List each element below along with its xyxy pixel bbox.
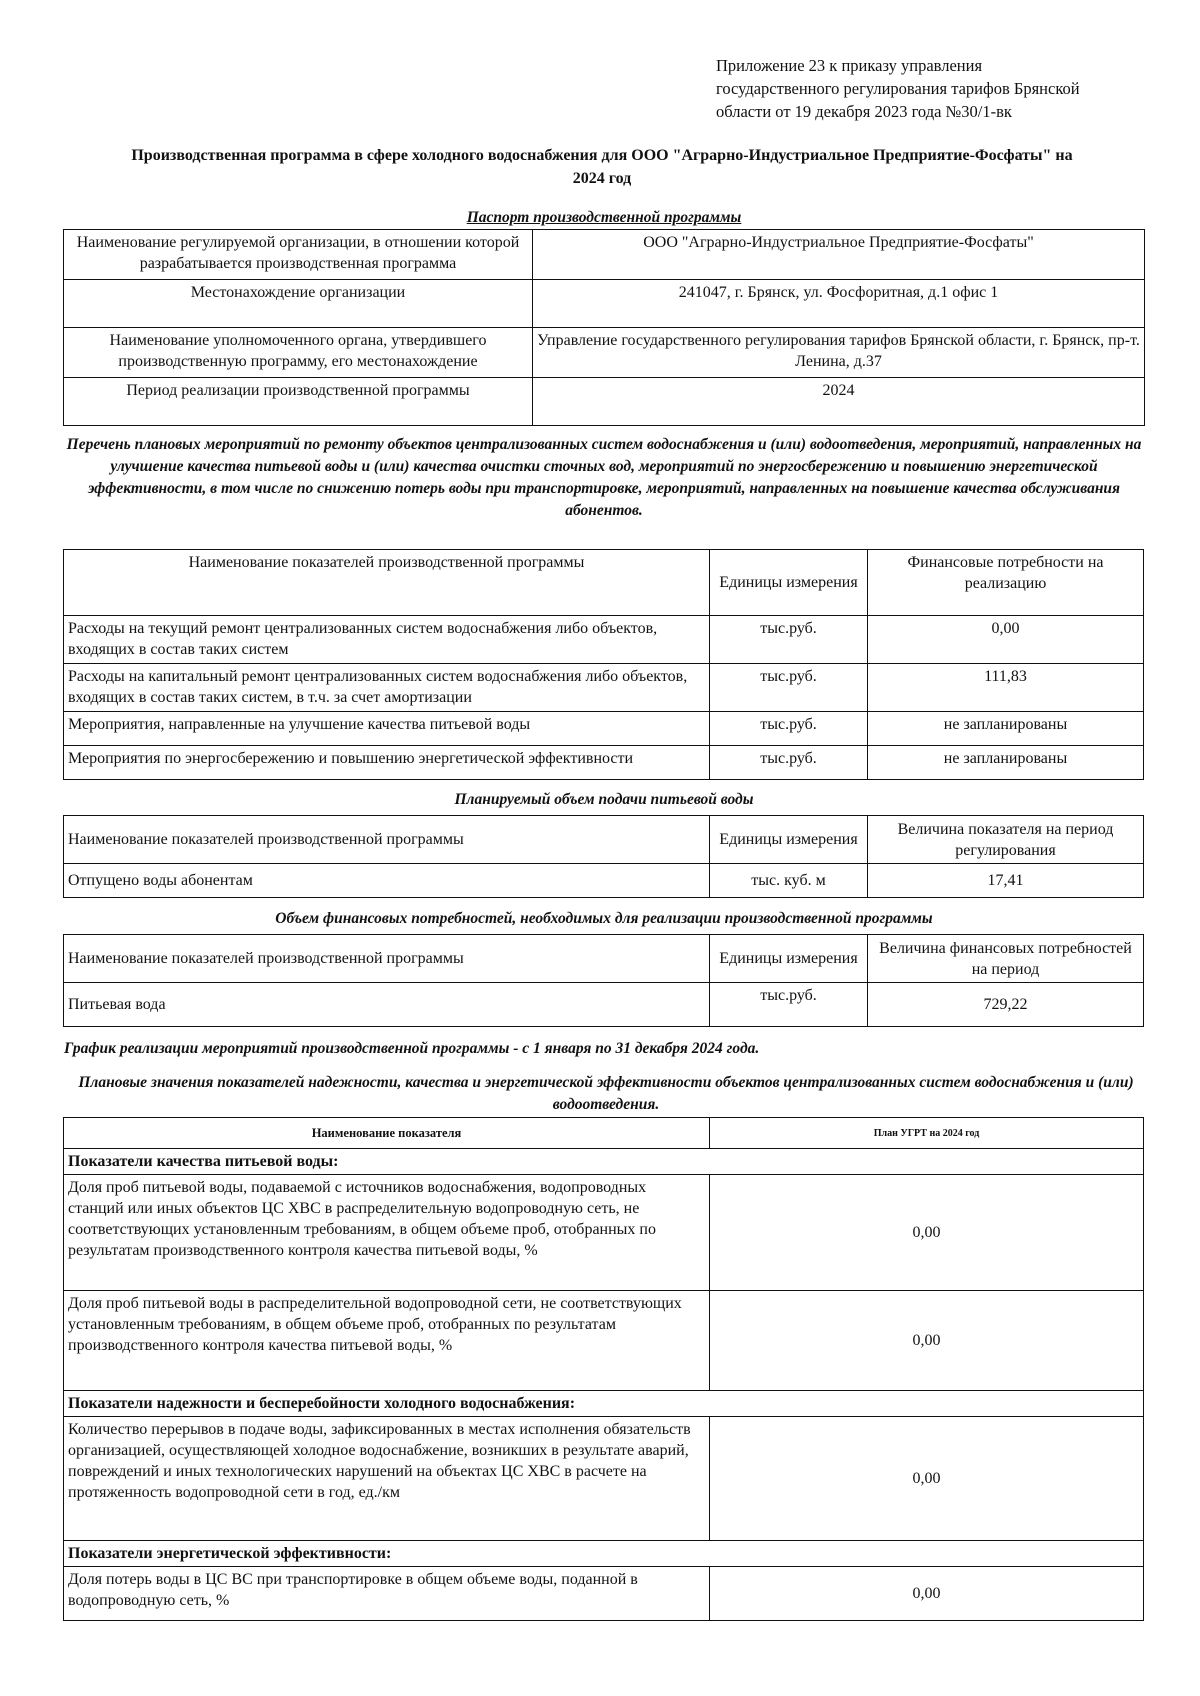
document-title xyxy=(64,144,1140,190)
row-value: 0,00 xyxy=(710,1417,1144,1541)
table-row xyxy=(64,1291,1144,1391)
group-row xyxy=(64,1541,1144,1567)
passport-value: Управление государственного регулирования тарифов Брянской области, г. Брянск, пр-т. Ленина, д.37 xyxy=(533,328,1145,378)
table-row xyxy=(64,864,1144,898)
measures-heading: Перечень плановых мероприятий по ремонту объектов централизованных систем водоснабжения и (или) водоотведения, мероприятий, направленных на улучшение качества питьевой воды и (или) качества очистки сточных вод, мероприятий по энергосбережению и повышению энергетической эффективности, в том числе по снижению потерь воды при транспортировке, мероприятий, направленных на повышение качества обслуживания абонентов. xyxy=(66,436,1142,519)
passport-table xyxy=(63,229,1145,426)
row-value: 17,41 xyxy=(868,864,1144,898)
table-header-row xyxy=(64,1118,1144,1149)
appendix-line-3: области от 19 декабря 2023 года №30/1-вк xyxy=(716,102,1012,121)
appendix-line-2: государственного регулирования тарифов Брянской xyxy=(716,79,1080,98)
finance-table xyxy=(63,934,1144,1027)
row-value: 0,00 xyxy=(710,1291,1144,1391)
column-header: План УГРТ на 2024 год xyxy=(710,1118,1144,1149)
row-name: Питьевая вода xyxy=(64,983,710,1027)
supply-table xyxy=(63,815,1144,898)
group-row xyxy=(64,1391,1144,1417)
row-name: Доля потерь воды в ЦС ВС при транспортировке в общем объеме воды, поданной в водопроводную сеть, % xyxy=(64,1567,710,1621)
column-header: Наименование показателей производственной программы xyxy=(64,550,710,616)
row-name: Расходы на текущий ремонт централизованных систем водоснабжения либо объектов, входящих в состав таких систем xyxy=(64,616,710,664)
column-header: Наименование показателей производственной программы xyxy=(64,935,710,983)
group-title: Показатели надежности и бесперебойности холодного водоснабжения: xyxy=(64,1391,1144,1417)
passport-label: Наименование уполномоченного органа, утвердившего производственную программу, его местонахождение xyxy=(64,328,533,378)
group-row xyxy=(64,1149,1144,1175)
appendix-line-1: Приложение 23 к приказу управления xyxy=(716,56,983,75)
row-name: Расходы на капитальный ремонт централизованных систем водоснабжения либо объектов, входящих в состав таких систем, в т.ч. за счет амортизации xyxy=(64,664,710,712)
column-header: Единицы измерения xyxy=(710,550,868,616)
passport-label: Наименование регулируемой организации, в отношении которой разрабатывается производственная программа xyxy=(64,230,533,280)
table-header-row xyxy=(64,550,1144,616)
row-name: Отпущено воды абонентам xyxy=(64,864,710,898)
row-value: 0,00 xyxy=(868,616,1144,664)
row-unit: тыс.руб. xyxy=(710,746,868,780)
row-name: Доля проб питьевой воды, подаваемой с источников водоснабжения, водопроводных станций или иных объектов ЦС ХВС в распределительную водопроводную сеть, не соответствующих установленным требованиям, в общем объеме проб, отобранных по результатам производственного контроля качества питьевой воды, % xyxy=(64,1175,710,1291)
column-header: Единицы измерения xyxy=(710,935,868,983)
passport-value: 2024 xyxy=(533,378,1145,426)
passport-row xyxy=(64,328,1145,378)
passport-row xyxy=(64,280,1145,328)
row-name: Мероприятия, направленные на улучшение качества питьевой воды xyxy=(64,712,710,746)
table-row xyxy=(64,664,1144,712)
column-header: Величина финансовых потребностей на период xyxy=(868,935,1144,983)
group-title: Показатели энергетической эффективности: xyxy=(64,1541,1144,1567)
row-name: Доля проб питьевой воды в распределительной водопроводной сети, не соответствующих установленным требованиям, в общем объеме проб, отобранных по результатам производственного контроля качества питьевой воды, % xyxy=(64,1291,710,1391)
column-header: Финансовые потребности на реализацию xyxy=(868,550,1144,616)
finance-heading: Объем финансовых потребностей, необходимых для реализации производственной программы xyxy=(275,910,933,927)
row-unit: тыс.руб. xyxy=(710,983,868,1027)
row-value: 729,22 xyxy=(868,983,1144,1027)
row-unit: тыс.руб. xyxy=(710,616,868,664)
column-header: Наименование показателя xyxy=(64,1118,710,1149)
row-unit: тыс.руб. xyxy=(710,712,868,746)
passport-label: Период реализации производственной программы xyxy=(64,378,533,426)
measures-table xyxy=(63,549,1144,780)
table-row xyxy=(64,1417,1144,1541)
document-title-line-2: 2024 год xyxy=(572,170,632,187)
row-value: 0,00 xyxy=(710,1567,1144,1621)
table-row xyxy=(64,1175,1144,1291)
row-value: 0,00 xyxy=(710,1175,1144,1291)
row-name: Мероприятия по энергосбережению и повышению энергетической эффективности xyxy=(64,746,710,780)
row-value: не запланированы xyxy=(868,746,1144,780)
table-row xyxy=(64,1567,1144,1621)
appendix-note xyxy=(716,54,1136,123)
passport-value: ООО "Аграрно-Индустриальное Предприятие-Фосфаты" xyxy=(533,230,1145,280)
column-header: Наименование показателей производственной программы xyxy=(64,816,710,864)
passport-heading: Паспорт производственной программы xyxy=(466,209,742,226)
passport-row xyxy=(64,378,1145,426)
row-name: Количество перерывов в подаче воды, зафиксированных в местах исполнения обязательств организацией, осуществляющей холодное водоснабжение, возникших в результате аварий, повреждений и иных технологических нарушений на объектах ЦС ХВС в расчете на протяженность водопроводной сети в год, ед./км xyxy=(64,1417,710,1541)
row-unit: тыс. куб. м xyxy=(710,864,868,898)
table-header-row xyxy=(64,816,1144,864)
supply-heading: Планируемый объем подачи питьевой воды xyxy=(454,791,754,808)
table-row xyxy=(64,983,1144,1027)
table-row xyxy=(64,616,1144,664)
row-unit: тыс.руб. xyxy=(710,664,868,712)
column-header: Величина показателя на период регулирования xyxy=(868,816,1144,864)
row-value: не запланированы xyxy=(868,712,1144,746)
indicators-heading: Плановые значения показателей надежности, качества и энергетической эффективности объектов централизованных систем водоснабжения и (или) водоотведения. xyxy=(78,1074,1134,1113)
table-row xyxy=(64,746,1144,780)
passport-row xyxy=(64,230,1145,280)
row-value: 111,83 xyxy=(868,664,1144,712)
group-title: Показатели качества питьевой воды: xyxy=(64,1149,1144,1175)
schedule-text: График реализации мероприятий производственной программы - с 1 января по 31 декабря 2024 года. xyxy=(64,1040,760,1057)
indicators-table xyxy=(63,1117,1144,1621)
document-title-line-1: Производственная программа в сфере холодного водоснабжения для ООО "Аграрно-Индустриальное Предприятие-Фосфаты" на xyxy=(131,147,1073,164)
passport-value: 241047, г. Брянск, ул. Фосфоритная, д.1 офис 1 xyxy=(533,280,1145,328)
table-header-row xyxy=(64,935,1144,983)
table-row xyxy=(64,712,1144,746)
column-header: Единицы измерения xyxy=(710,816,868,864)
passport-label: Местонахождение организации xyxy=(64,280,533,328)
